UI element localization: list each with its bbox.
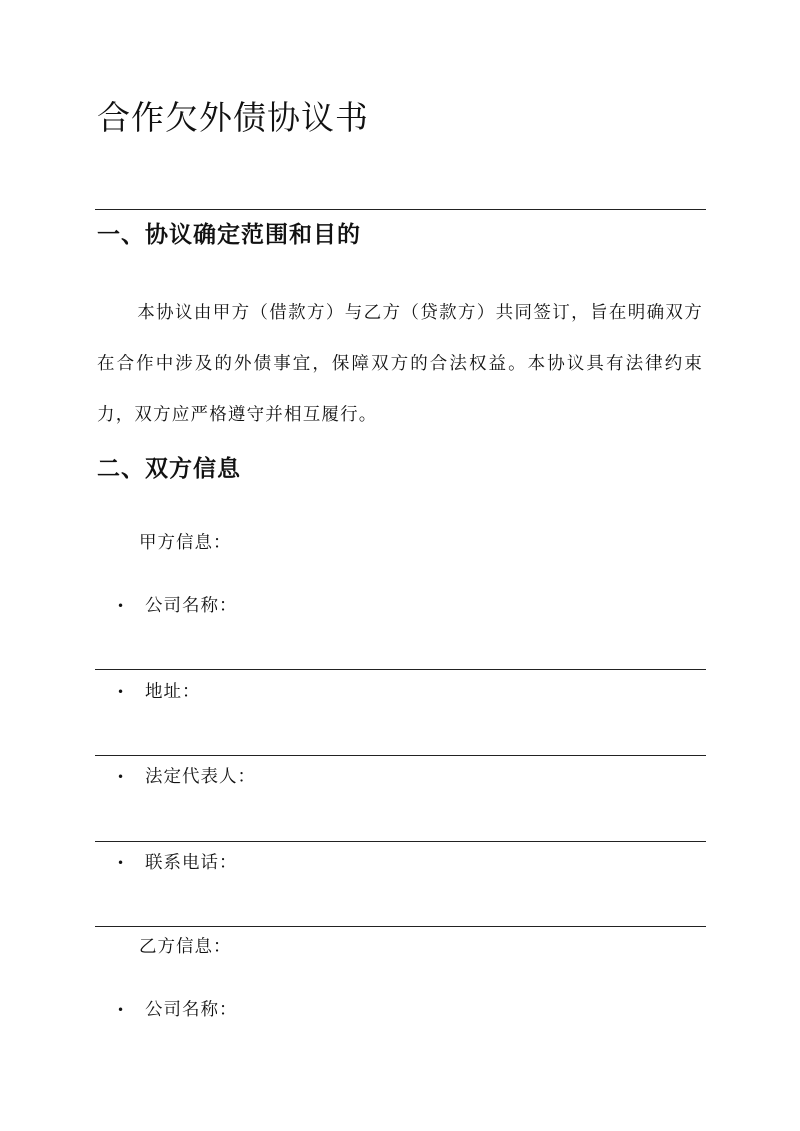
bullet-icon: • <box>117 599 126 613</box>
bullet-icon: • <box>117 856 126 870</box>
party-a-address-field[interactable] <box>117 677 201 707</box>
field-label: 地址： <box>145 682 201 702</box>
party-b-label: 乙方信息： <box>139 937 232 957</box>
section-heading-scope-purpose: 一、协议确定范围和目的 <box>97 221 361 248</box>
bullet-icon: • <box>117 770 126 784</box>
section-divider <box>95 209 706 210</box>
party-a-phone-field[interactable] <box>117 848 238 878</box>
field-label: 公司名称： <box>145 596 238 616</box>
fill-in-line <box>95 926 706 927</box>
bullet-icon: • <box>117 1003 126 1017</box>
party-b-company-name-field[interactable] <box>117 995 238 1025</box>
section-heading-party-info: 二、双方信息 <box>97 455 241 482</box>
field-label: 联系电话： <box>145 853 238 873</box>
field-label: 法定代表人： <box>145 767 256 787</box>
field-label: 公司名称： <box>145 1000 238 1020</box>
agreement-purpose-paragraph: 本协议由甲方（借款方）与乙方（贷款方）共同签订，旨在明确双方在合作中涉及的外债事宜，保障双方的合法权益。本协议具有法律约束力，双方应严格遵守并相互履行。 <box>97 303 703 425</box>
party-a-label: 甲方信息： <box>139 533 232 553</box>
fill-in-line <box>95 669 706 670</box>
fill-in-line <box>95 755 706 756</box>
party-a-legal-representative-field[interactable] <box>117 762 256 792</box>
document-title: 合作欠外债协议书 <box>97 98 369 137</box>
party-a-company-name-field[interactable] <box>117 591 238 621</box>
fill-in-line <box>95 841 706 842</box>
bullet-icon: • <box>117 685 126 699</box>
